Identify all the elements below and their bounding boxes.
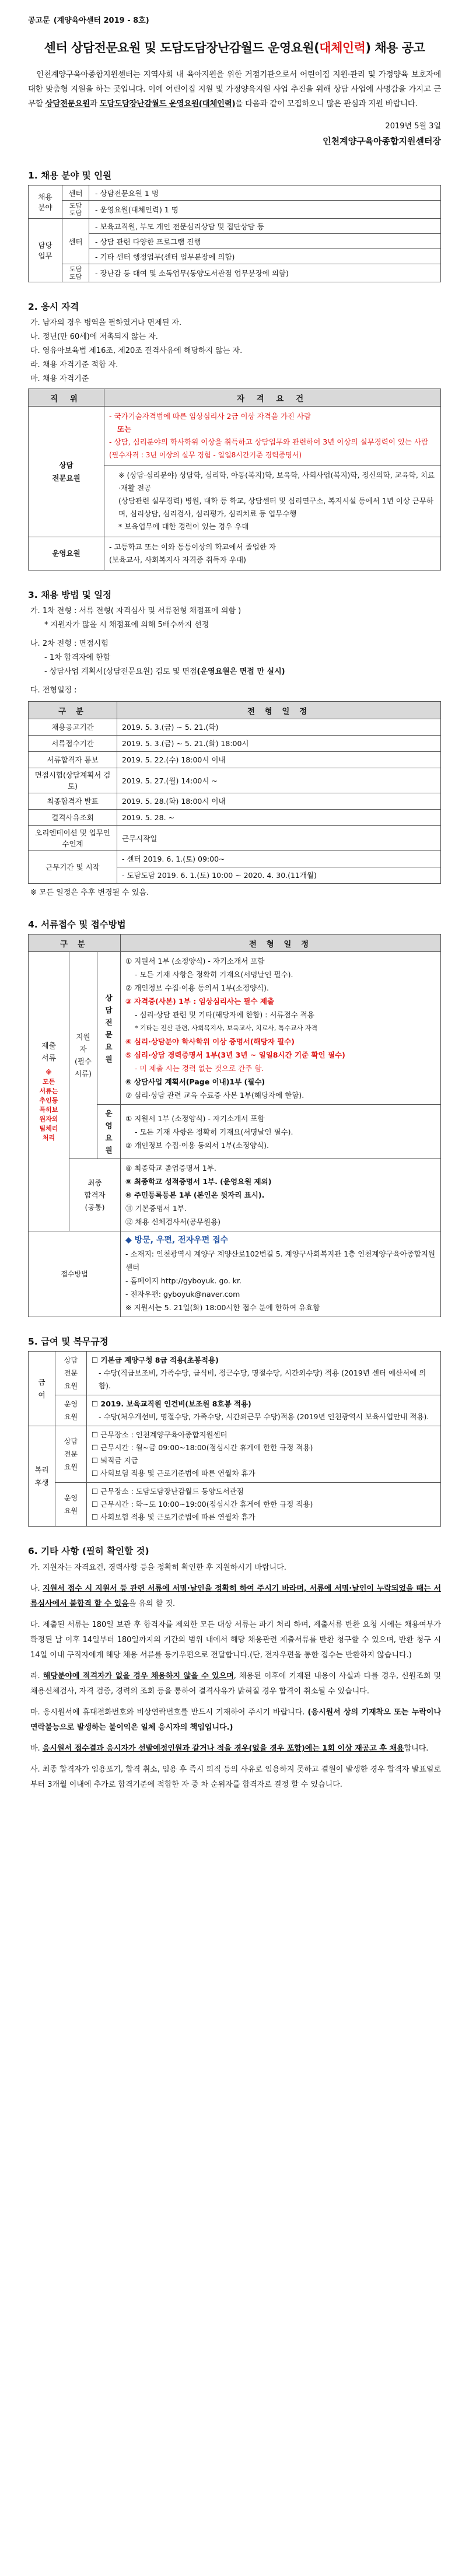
misc-text: 라.	[30, 1672, 43, 1681]
benefit-operator	[87, 1483, 441, 1527]
misc-item	[30, 1762, 441, 1793]
misc-emph: 해당분야에 적격자가 없을 경우 채용하지 않을 수 있으며	[43, 1672, 234, 1681]
cell-desc: - 상담 관련 다양한 프로그램 진행	[89, 234, 441, 249]
section-1-title: 1. 채용 분야 및 인원	[28, 170, 112, 181]
misc-emph: 지원서 접수 시 지원서 등 관련 서류에 서명·날인을 정확히 하여 주시기 바라며, 서류에 서명·날인이 누락되었을 때는 서류심사에서 불합격 할 수 있음	[30, 1584, 441, 1608]
table-row: 오리엔테이션 및 업무인수인계	[29, 826, 117, 851]
req-line: ※ (상담·심리분야) 상담학, 심리학, 아동(복지)학, 보육학, 사회사업(복지)학, 정신의학, 교육학, 치료·재활 전공	[118, 471, 435, 492]
doc-line: - 미 제출 시는 경력 없는 것으로 간주 함.	[135, 1064, 264, 1073]
doc-line: ① 지원서 1부 (소정양식) - 자기소개서 포함	[125, 1114, 265, 1123]
list-text: - 상담사업 계획서(상담전문요원) 검토 및 면접	[44, 667, 197, 676]
header-category: 구 분	[29, 702, 117, 719]
list-item	[30, 665, 441, 679]
cell-value: - 센터 2019. 6. 1.(토) 09:00~	[117, 851, 441, 867]
table-row: 최종합격자 발표	[29, 793, 117, 810]
req-line: - 국가기술자격법에 따른 임상심리사 2급 이상 자격을 가진 사람	[109, 412, 312, 421]
misc-text: 다. 제출된 서류는 180일 보관 후 합격자를 제외한 모든 대상 서류는 파기 처리 하며, 제출서류 반환 요청 시에는 채용여부가 확정된 날 이후 14일부터 180일까지의 기간의 범위 내에서 해당 채용관련 제출서류를 반환 청구할 수 있으며, 반환 청구 시 14일 이내 구직자에게 해당 채용 서류를 등기우편으로 전달합니다.(단, 전자우편을 통한 접수는 반환하지 않습니다.)	[30, 1620, 441, 1660]
req-line: - 고등학교 또는 이와 동등이상의 학교에서 졸업한 자	[109, 542, 276, 551]
doc-line: ② 개인정보 수집·이용 동의서 1부(소정양식).	[125, 984, 269, 992]
cell-desc: - 운영요원(대체인력) 1 명	[89, 201, 441, 219]
list-item: 마. 채용 자격기준	[30, 374, 89, 383]
submit-docs-note: ※ 모든 서류는 추인등 특히보 원자외 팀체리 처리	[39, 1069, 58, 1142]
notice-header	[28, 12, 441, 27]
req-line: - 상담, 심리분야의 학사학위 이상을 취득하고 상담업무와 관련하여 3년 이상의 실무경력이 있는 사람	[109, 438, 429, 446]
list-item: 다. 전형일정 :	[30, 686, 77, 695]
misc-item	[30, 1581, 441, 1612]
cell-sub: 센터	[62, 186, 89, 201]
doc-line: ※ 지원서는 5. 21일(화) 18:00시한 접수 분에 한하여 유효함	[125, 1303, 320, 1312]
benefit-line: - 수당(처우개선비, 명절수당, 가족수당, 시간외근무 수당)적용 (2019년 인천광역시 보육사업안내 적용).	[99, 1412, 429, 1421]
schedule-note: ※ 모든 일정은 추후 변경될 수 있음.	[30, 888, 149, 897]
schedule-table	[28, 701, 441, 884]
cell-desc: - 장난감 등 대여 및 소독업무(동양도서관점 업무분장에 의함)	[89, 264, 441, 282]
doc-line: - 심리·상담 관련 및 기타(해당자에 한함) : 서류점수 적용	[135, 1010, 314, 1019]
misc-item	[30, 1705, 441, 1735]
section-3-title: 3. 채용 방법 및 일정	[28, 590, 112, 600]
list-text-bold: (운영요원은 면접 만 실시)	[197, 667, 285, 676]
cell-value: - 도담도담 2019. 6. 1.(토) 10:00 ~ 2020. 4. 30.(11개월)	[117, 867, 441, 884]
doc-line: ⑥ 상담사업 계획서(Page 이내)1부 (필수)	[125, 1077, 265, 1086]
req-line: 또는	[117, 425, 132, 433]
misc-list	[28, 1560, 441, 1793]
req-line: * 보육업무에 대한 경력이 있는 경우 우대	[118, 522, 249, 531]
section-2-title: 2. 응시 자격	[28, 302, 79, 312]
table-row: 서류합격자 통보	[29, 752, 117, 768]
pay-counselor	[87, 1352, 441, 1395]
table-row: 결격사유조회	[29, 810, 117, 826]
table-row: 근무기간 및 시작	[29, 851, 117, 884]
benefit-line: ☐ 사회보험 적용 및 근로기준법에 따른 연월차 휴가	[92, 1513, 256, 1521]
misc-emph: 응시원서 접수결과 응시자가 선발예정인원과 같거나 적을 경우(없을 경우 포함)에는 1회 이상 재공고 후 채용	[42, 1744, 404, 1753]
benefit-line: ☐ 사회보험 적용 및 근로기준법에 따른 연월차 휴가	[92, 1469, 256, 1478]
benefit-line: ☐ 퇴직금 지급	[92, 1456, 138, 1465]
doc-line: - 전자우편: gyboyuk@naver.com	[125, 1290, 240, 1298]
method-head	[125, 1234, 436, 1247]
method-head-text: ◆ 방문, 우편, 전자우편 접수	[125, 1236, 229, 1245]
misc-text: 바.	[30, 1744, 43, 1753]
pay-operator	[87, 1395, 441, 1426]
doc-line: - 모든 기재 사항은 정확히 기재요(서명날인 필수).	[135, 1127, 293, 1136]
cell-value: 2019. 5. 3.(금) ~ 5. 21.(화) 18:00시	[117, 736, 441, 752]
section-6-title-text: 6. 기타 사항 (필히 확인할 것)	[28, 1546, 149, 1556]
cell-counselor: 상담 전문 요원	[97, 952, 121, 1105]
benefit-line: ☐ 근무시간 : 월~금 09:00~18:00(점심시간 휴게에 한한 규정 적용)	[92, 1443, 313, 1452]
list-item: 다. 영유아보육법 제16조, 제20조 결격사유에 해당하지 않는 자.	[30, 346, 243, 355]
misc-text: , 채용된 이후에 기재된 내용이 사실과 다를 경우, 신원조회 및 채용신체검사, 자격 검증, 경력의 조회 등을 통하여 결격사유가 밝혀질 경우 합격이 취소될 수 있습니다.	[30, 1672, 442, 1696]
doc-line: ③ 자격증(사본) 1부 : 임상심리사는 필수 제출	[125, 997, 275, 1006]
list-item: * 지원자가 많을 시 채점표에 의해 5배수까지 선정	[44, 621, 209, 629]
doc-line: - 모든 기재 사항은 정확히 기재요(서명날인 필수).	[135, 970, 293, 979]
cell-sub: 센터	[62, 219, 89, 264]
cell-value: 2019. 5. 3.(금) ~ 5. 21.(화)	[117, 719, 441, 736]
table-row: 면접시험(상담계획서 검토)	[29, 768, 117, 793]
misc-text: 을 유의 할 것.	[128, 1600, 176, 1608]
table-row: 채용공고기간	[29, 719, 117, 736]
cell-final: 최종 합격자 (공통)	[69, 1159, 121, 1231]
cell-sub: 상담 전문 요원	[55, 1352, 87, 1395]
doc-line: ⑨ 최종학교 성적증명서 1부. (운영요원 제외)	[125, 1177, 272, 1186]
cell-pay: 급 여	[29, 1352, 55, 1426]
misc-item	[30, 1741, 441, 1756]
page-title	[28, 38, 441, 56]
counselor-docs	[121, 952, 441, 1105]
cell-counselor-req2	[104, 466, 441, 537]
issuer-org: 인천계양구육아종합지원센터장	[323, 136, 441, 146]
title-part2: ) 채용 공고	[365, 41, 425, 55]
cell-operator: 운영 요원	[97, 1105, 121, 1159]
misc-text: 합니다.	[404, 1744, 429, 1753]
intro-highlight-2: 도담도담장난감월드 운영요원(대체인력)	[99, 99, 236, 108]
notice-number: (계양육아센터 2019 - 8호)	[53, 16, 149, 25]
cell-counselor-req	[104, 407, 441, 466]
header-category: 구 분	[29, 935, 121, 952]
doc-line: ⑧ 최종학교 졸업증명서 1부.	[125, 1164, 216, 1172]
misc-emph: (응시원서 상의 기재착오 또는 누락이나 연락불능으로 발생하는 불이익은 일체 응시자의 책임입니다.)	[30, 1708, 441, 1732]
cell-value: 2019. 5. 28.(화) 18:00시 이내	[117, 793, 441, 810]
intro-paragraph	[28, 68, 441, 111]
benefit-line: ☐ 근무장소 : 인천계양구육아종합지원센터	[92, 1430, 228, 1439]
qualification-table	[28, 388, 441, 570]
doc-line: ⑩ 주민등록등본 1부 (본인은 뒷자리 표시).	[125, 1191, 265, 1199]
operator-docs	[121, 1105, 441, 1159]
benefit-line: ☐ 근무시간 : 화~토 10:00~19:00(점심시간 휴게에 한한 규정 적용)	[92, 1500, 313, 1508]
notice-label: 공고문	[28, 16, 50, 25]
list-item: 가. 1차 전형 : 서류 전형( 자격심사 및 서류전형 채점표에 의함 )	[30, 607, 242, 615]
intro-text-2: 을 다음과 같이 모집하오니 많은 관심과 지원 바랍니다.	[235, 99, 418, 108]
submit-docs-label: 제출 서류	[41, 1042, 57, 1063]
list-item: 가. 남자의 경우 병역을 필하였거나 면제된 자.	[30, 318, 182, 327]
cell-operator: 운영요원	[29, 537, 104, 570]
benefits-table	[28, 1351, 441, 1527]
header-position: 직 위	[29, 389, 104, 407]
method-list	[28, 604, 441, 698]
cell-benefit: 복리 후생	[29, 1426, 55, 1527]
recruit-field-table	[28, 185, 441, 282]
notice-date: 2019년 5월 3일	[385, 122, 441, 131]
cell-method: 접수방법	[29, 1231, 121, 1317]
misc-text: 사. 최종 합격자가 임용포기, 합격 취소, 임용 후 즉시 퇴직 등의 사유로 임용하지 못하고 결원이 발생한 경우 합격자 발표일로부터 3개월 이내에 추가로 합격기준에 적합한 자 중 차 순위자를 합격자로 결정 할 수 있습니다.	[30, 1765, 441, 1789]
list-item: - 1차 합격자에 한함	[44, 653, 111, 662]
doc-line: ④ 심리·상담분야 학사학위 이상 증명서(해당자 필수)	[125, 1037, 295, 1046]
misc-text: 마. 응시원서에 휴대전화번호와 비상연락번호를 반드시 기재하여 주시기 바랍니다.	[30, 1708, 308, 1717]
cell-operator-req	[104, 537, 441, 570]
list-item: 라. 채용 자격기준 적합 자.	[30, 360, 118, 369]
cell-submit-docs	[29, 952, 69, 1231]
doc-line: - 홈페이지 http://gyboyuk. go. kr.	[125, 1276, 242, 1285]
table-row: 서류접수기간	[29, 736, 117, 752]
cell-sub: 도담 도담	[62, 264, 89, 282]
benefit-line: ☐ 기본급 계양구청 8급 적용(초봉적용)	[92, 1356, 219, 1364]
benefit-line: ☐ 2019. 보육교직원 인건비(보조원 8호봉 적용)	[92, 1399, 251, 1408]
list-item: 나. 2차 전형 : 면접시험	[30, 639, 108, 648]
header-schedule: 전 형 일 정	[117, 702, 441, 719]
doc-line: ⑪ 기본증명서 1부.	[125, 1204, 187, 1213]
doc-line: ⑦ 심리·상담 관련 교육 수료증 사본 1부(해당자에 한함).	[125, 1091, 304, 1100]
benefit-line: ☐ 근무장소 : 도담도담장난감월드 동양도서관점	[92, 1487, 244, 1496]
benefit-line: - 수당(직급보조비, 가족수당, 급식비, 정근수당, 명절수당, 시간외수당) 적용 (2019년 센터 예산서에 의함).	[99, 1368, 426, 1390]
misc-item	[30, 1669, 441, 1699]
intro-highlight-1: 상담전문요원	[45, 99, 90, 108]
doc-line: ⑤ 심리·상담 경력증명서 1부(3년 3년 ~ 일일8시간 기준 확인 필수)	[125, 1051, 345, 1059]
doc-line: * 기타는 전산 관련, 사회복지사, 보육교사, 치료사, 특수교사 자격	[135, 1024, 318, 1032]
req-line: (보육교사, 사회복지사 자격증 취득자 우대)	[109, 555, 246, 564]
method-detail	[121, 1231, 441, 1317]
req-line: (상담관련 실무경력) 병원, 대학 등 학교, 상담센터 및 심리연구소, 복지시설 등에서 1년 이상 근무하며, 심리상담, 심리검사, 심리평가, 심리치료 등 업무수행	[118, 496, 434, 518]
cell-value: 2019. 5. 27.(월) 14:00시 ~	[117, 768, 441, 793]
cell-category-duty: 담당 업무	[29, 219, 62, 282]
cell-value: 2019. 5. 28. ~	[117, 810, 441, 826]
misc-item	[30, 1618, 441, 1663]
cell-sub: 도담 도담	[62, 201, 89, 219]
section-6-title	[28, 1544, 441, 1560]
documents-table	[28, 934, 441, 1317]
cell-desc: - 기타 센터 행정업무(센터 업무분장에 의함)	[89, 249, 441, 264]
cell-category-field: 채용 분야	[29, 186, 62, 219]
cell-desc: - 상담전문요원 1 명	[89, 186, 441, 201]
title-highlight: 대체인력	[319, 41, 366, 55]
req-line: (필수자격 : 3년 이상의 실무 경험 - 일일8시간기준 경력증명서)	[109, 451, 302, 459]
cell-sub: 상담 전문 요원	[55, 1426, 87, 1483]
header-requirement: 자 격 요 건	[104, 389, 441, 407]
cell-value: 2019. 5. 22.(수) 18:00시 이내	[117, 752, 441, 768]
cell-value: 근무시작일	[117, 826, 441, 851]
section-4-title: 4. 서류접수 및 접수방법	[28, 919, 126, 930]
misc-text: 가. 지원자는 자격요건, 경력사항 등을 정확히 확인한 후 지원하시기 바랍니다.	[30, 1563, 286, 1572]
list-item: 나. 정년(만 60세)에 저촉되지 않는 자.	[30, 332, 158, 341]
qualification-list	[28, 316, 441, 386]
doc-line: ② 개인정보 수집·이용 동의서 1부(소정양식).	[125, 1140, 269, 1150]
final-docs	[121, 1159, 441, 1231]
misc-item	[30, 1560, 441, 1576]
title-part1: 센터 상담전문요원 및 도담도담장난감월드 운영요원(	[44, 41, 320, 55]
intro-text-mid: 과	[89, 99, 100, 108]
doc-line: ① 지원서 1부 (소정양식) - 자기소개서 포함	[125, 957, 265, 965]
benefit-counselor	[87, 1426, 441, 1483]
header-detail: 전 형 일 정	[121, 935, 441, 952]
doc-line: ⑫ 채용 신체검사서(공무원용)	[125, 1217, 221, 1226]
cell-sub: 운영 요원	[55, 1395, 87, 1426]
misc-text: 나.	[30, 1584, 43, 1593]
cell-counselor: 상담 전문요원	[29, 407, 104, 537]
cell-applicant: 지원 자 (필수 서류)	[69, 952, 97, 1159]
cell-sub: 운영 요원	[55, 1483, 87, 1527]
doc-line: - 소재지: 인천광역시 계양구 계양산로102번길 5. 계양구사회복지관 1층 인천계양구육아종합지원센터	[125, 1250, 436, 1272]
cell-desc: - 보육교직원, 부모 개인 전문심리상담 및 집단상담 등	[89, 219, 441, 234]
section-5-title: 5. 급여 및 복무규정	[28, 1336, 108, 1347]
intro-text-1: 인천계양구육아종합지원센터는 지역사회 내 육아지원을 위한 거점기관으로서 어린이집 지원·관리 및 가정양육 보호자에 대한 맞춤형 지원을 하는 곳입니다. 이에 어린이집 지원 및 가정양육지원 사업 추진을 위해 상담 사업에 사명감을 가지고 근무할	[28, 70, 441, 108]
